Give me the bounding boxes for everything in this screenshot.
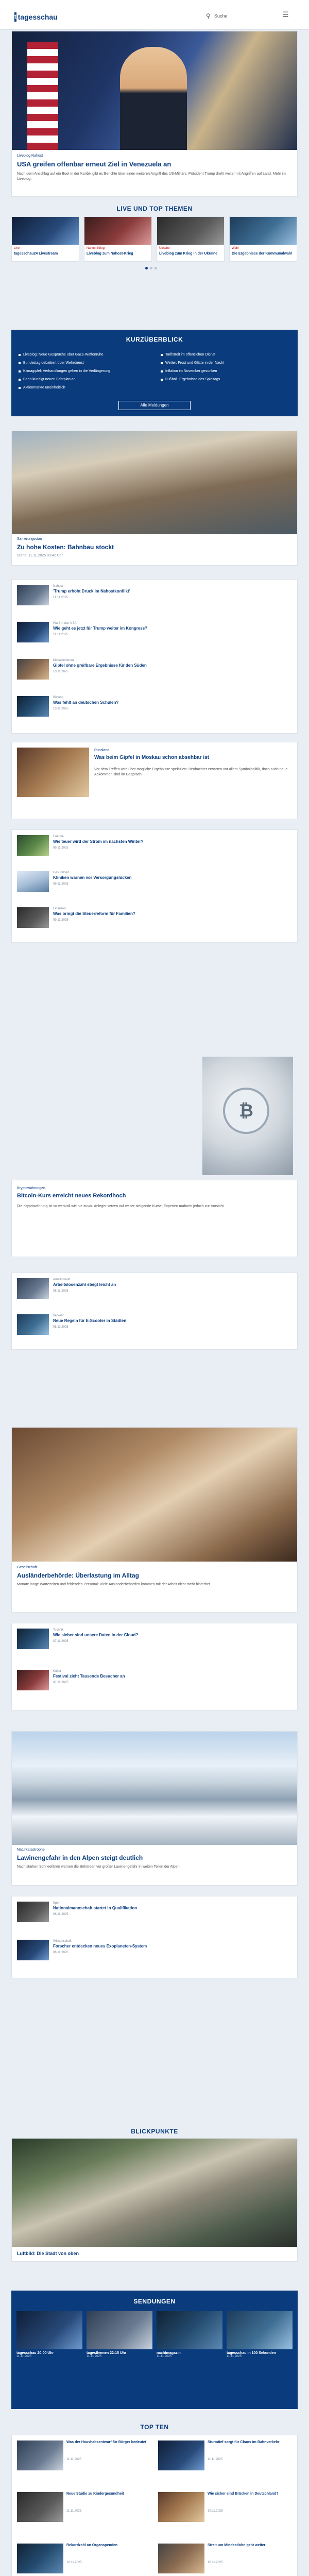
sendung-thumb [16, 2311, 82, 2349]
lead-title[interactable]: USA greifen offenbar erneut Ziel in Venezuela an [17, 160, 171, 168]
feature-label: Russland [94, 749, 110, 752]
kurz-item[interactable]: Tarifstreit im öffentlichen Dienst [161, 352, 289, 357]
news-list [11, 1623, 298, 1710]
news-list [11, 1273, 298, 1350]
flag-graphic [27, 42, 58, 150]
list-thumb [17, 1902, 49, 1922]
list-item[interactable]: Verkehr Neue Regeln für E-Scooter in Städten 08.11.2025 [17, 1314, 293, 1337]
sendung-item[interactable]: tagesthemen 22:15 Uhr 11.11.2025 [87, 2311, 153, 2358]
blick-section-title: BLICKPUNKTE [131, 2128, 178, 2135]
list-item[interactable]: Kultur Festival zieht Tausende Besucher an 07.11.2025 [17, 1670, 293, 1692]
kurz-item[interactable]: Bundestag debattiert über Wehrdienst [19, 361, 147, 365]
list-thumb [17, 1278, 49, 1299]
topten-grid: Was der Haushaltsentwurf für Bürger bedeutet 11.11.2025 Sturmtief sorgt für Chaos im Bahnverkehr 11.11.2025 Neue Studie zu Kindergesundheit 11.11.2025 Wie sicher sind Brücken in Deutschland? 10.11.2025 Rekordzahl an Organspenden 10.11.2025 Streit um Mindestlohn geht weiter 10.11.2025 [11, 2435, 298, 2576]
list-item[interactable]: Finanzen Was bringt die Steuerreform für Familien? 09.11.2025 [17, 907, 293, 930]
story-card[interactable] [11, 1427, 298, 1613]
feature-label: Kryptowährungen [17, 1187, 45, 1190]
list-thumb [17, 907, 49, 928]
live-item[interactable] [11, 216, 79, 262]
feature-title[interactable]: Bitcoin-Kurs erreicht neues Rekordhoch [17, 1193, 126, 1199]
kurz-more-button[interactable]: Alle Meldungen [118, 401, 191, 410]
sendung-thumb [87, 2311, 152, 2349]
lead-card[interactable] [11, 31, 298, 197]
blick-image [12, 2139, 297, 2247]
list-thumb [17, 1314, 49, 1335]
story-meta: Stand: 11.11.2025 09:42 Uhr [17, 554, 63, 557]
news-list [11, 579, 298, 734]
search-label[interactable]: Suche [214, 13, 228, 19]
feature-card[interactable] [11, 742, 298, 819]
list-item[interactable]: Sport Nationalmannschaft startet in Qualifikation 06.11.2025 [17, 1902, 293, 1924]
story-card[interactable] [11, 1731, 298, 1886]
logo-icon: t [14, 12, 16, 22]
feature-title[interactable]: Was beim Gipfel in Moskau schon absehbar ist [94, 755, 210, 760]
kurz-item[interactable]: Klimagipfel: Verhandlungen gehen in die Verlängerung [19, 369, 147, 374]
live-thumb [12, 217, 79, 245]
live-item-label: Nahost-Krieg [87, 247, 105, 250]
live-section-title: LIVE UND TOP THEMEN [116, 205, 193, 212]
story-label: Sanierungsstau [17, 537, 42, 541]
lead-image [12, 31, 297, 150]
live-item-title: Liveblog zum Krieg in der Ukraine [159, 252, 218, 256]
sendung-item[interactable]: tagesschau in 100 Sekunden 11.11.2025 [227, 2311, 294, 2358]
kurz-item[interactable]: Aktienmärkte uneinheitlich [19, 385, 147, 390]
top-bar [0, 0, 309, 30]
list-item[interactable]: Bildung Was fehlt an deutschen Schulen? 10.11.2025 [17, 696, 293, 719]
list-thumb [17, 1940, 49, 1960]
live-thumb [84, 217, 151, 245]
story-title[interactable]: Ausländerbehörde: Überlastung im Alltag [17, 1572, 139, 1579]
search-icon[interactable]: ⚲ [206, 12, 211, 20]
live-item-label: Wahl [232, 247, 239, 250]
story-image [12, 1428, 297, 1562]
sendungen-box [11, 2291, 298, 2409]
list-thumb [17, 696, 49, 717]
list-item[interactable]: Technik Wie sicher sind unsere Daten in der Cloud? 07.11.2025 [17, 1629, 293, 1651]
live-carousel [11, 216, 298, 263]
list-thumb [17, 835, 49, 856]
bitcoin-image [202, 1057, 293, 1175]
news-list [11, 1896, 298, 1978]
bitcoin-icon: ₿ [223, 1088, 269, 1134]
story-image [12, 431, 297, 534]
sendung-thumb [157, 2311, 222, 2349]
live-pager[interactable] [145, 267, 157, 269]
feature-thumb [17, 748, 89, 797]
kurz-title: KURZÜBERBLICK [126, 336, 183, 343]
live-item-title: Liveblog zum Nahost-Krieg [87, 252, 133, 256]
feature-teaser: Vor dem Treffen wird über mögliche Ergebnisse spekuliert. Beobachter erwarten vor allem Symbolpolitik, doch auch neue Abkommen sind im Gespräch. [94, 768, 288, 776]
live-item[interactable] [229, 216, 297, 262]
live-item-label: Live [14, 247, 20, 250]
brand-name: tagesschau [18, 13, 58, 21]
story-teaser: Nach starken Schneefällen warnen die Behörden vor großer Lawinengefahr in weiten Teilen der Alpen. [17, 1865, 181, 1869]
list-item[interactable]: Nahost 'Trump erhöht Druck im Nahostkonflikt' 11.11.2025 [17, 585, 293, 607]
list-item[interactable]: Energie Wie teuer wird der Strom im nächsten Winter? 09.11.2025 [17, 835, 293, 858]
list-thumb [17, 1629, 49, 1649]
story-card[interactable] [11, 431, 298, 566]
menu-icon[interactable]: ☰ [282, 10, 289, 19]
story-title[interactable]: Zu hohe Kosten: Bahnbau stockt [17, 544, 114, 551]
live-item-label: Ukraine [159, 247, 170, 250]
list-thumb [17, 1670, 49, 1690]
feature-teaser: Die Kryptowährung ist so wertvoll wie nie zuvor. Anleger setzen auf weiter steigende Kurse, Experten mahnen jedoch zur Vorsicht. [17, 1205, 225, 1208]
kurz-item[interactable]: Fußball: Ergebnisse des Spieltags [161, 377, 289, 382]
sendung-thumb [227, 2311, 293, 2349]
story-title[interactable]: Lawinengefahr in den Alpen steigt deutlich [17, 1854, 143, 1861]
list-thumb [17, 585, 49, 605]
person-graphic [120, 47, 187, 150]
blick-card[interactable] [11, 2138, 298, 2262]
list-item[interactable]: Wissenschaft Forscher entdecken neues Exoplaneten-System 06.11.2025 [17, 1940, 293, 1962]
sendungen-title: SENDUNGEN [133, 2298, 176, 2305]
topten-title: TOP TEN [140, 2424, 169, 2431]
blick-title[interactable]: Luftbild: Die Stadt von oben [17, 2251, 79, 2256]
list-item[interactable]: Arbeitsmarkt Arbeitslosenzahl steigt leicht an 08.11.2025 [17, 1278, 293, 1301]
live-thumb [157, 217, 224, 245]
live-item-title: Die Ergebnisse der Kommunalwahl [232, 252, 293, 256]
brand-logo[interactable] [14, 10, 58, 24]
live-thumb [230, 217, 297, 245]
live-item[interactable] [157, 216, 225, 262]
list-item[interactable]: Gesundheit Kliniken warnen vor Versorgungslücken 09.11.2025 [17, 871, 293, 894]
lead-teaser: Nach dem Anschlag auf ein Boot in der Karibik gibt es Berichte über einen weiteren Angriff des US-Militärs. Präsident Trump droht weiter mit Angriffen auf Land. Mehr im Liveblog. [17, 172, 286, 181]
kurz-item[interactable]: Bahn kündigt neuen Fahrplan an [19, 377, 147, 382]
lead-label: Liveblog Nahost [17, 154, 43, 158]
mountain-image [12, 1732, 297, 1845]
live-item[interactable] [84, 216, 152, 262]
kurz-item[interactable]: Inflation im November gesunken [161, 369, 289, 374]
story-label: Gesellschaft [17, 1566, 37, 1569]
story-teaser: Monate lange Wartezeiten und fehlendes Personal: Viele Ausländerbehörden kommen mit der Arbeit nicht mehr hinterher. [17, 1583, 211, 1586]
news-list [11, 829, 298, 943]
feature-card[interactable] [11, 1100, 298, 1257]
list-thumb [17, 659, 49, 680]
kurzueberblick-box [11, 330, 298, 416]
live-item-title: tagesschau24 Livestream [14, 252, 58, 256]
kurz-item[interactable]: Wetter: Frost und Glätte in der Nacht [161, 361, 289, 365]
list-thumb [17, 871, 49, 892]
sendung-item[interactable]: tagesschau 20:00 Uhr 11.11.2025 [16, 2311, 83, 2358]
kurz-item[interactable]: Liveblog: Neue Gespräche über Gaza-Waffenruhe [19, 352, 147, 357]
list-item[interactable]: Wahl in den USA Wie geht es jetzt für Trump weiter im Kongress? 11.11.2025 [17, 622, 293, 645]
list-thumb [17, 622, 49, 642]
list-item[interactable]: Klimakonferenz Gipfel ohne greifbare Ergebnisse für den Süden 10.11.2025 [17, 659, 293, 682]
sendung-item[interactable]: nachtmagazin 11.11.2025 [157, 2311, 224, 2358]
story-label: Naturkatastrophe [17, 1848, 45, 1852]
